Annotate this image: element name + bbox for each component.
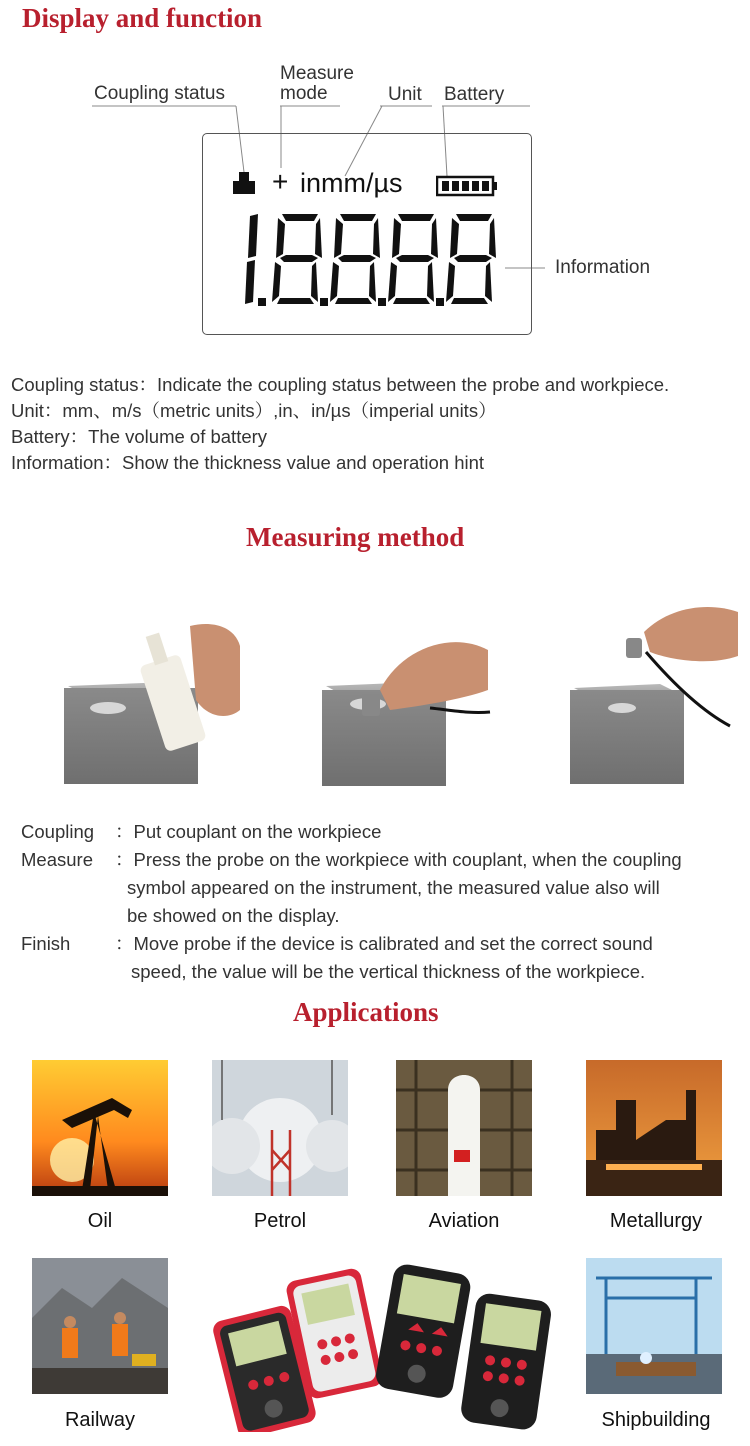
step-label-coupling: Coupling	[21, 821, 95, 842]
app-caption-petrol: Petrol	[253, 1210, 307, 1232]
probe-press-icon	[300, 610, 500, 810]
railway-workers-photo	[32, 1258, 168, 1394]
thickness-gauge-devices-photo	[212, 1262, 552, 1432]
step-line: ：Put couplant on the workpiece	[115, 821, 382, 842]
desc-unit: Unit：mm、m/s（metric units）,in、in/µs（imperial units）	[11, 400, 497, 421]
step-text-coupling	[115, 818, 381, 846]
app-caption-railway: Railway	[64, 1409, 136, 1431]
display-function-title: Display and function	[22, 3, 263, 33]
measure-mode-plus: +	[272, 166, 289, 197]
desc-battery: Battery：The volume of battery	[11, 426, 268, 447]
petrol-tanks-photo	[212, 1060, 348, 1196]
step-line: symbol appeared on the instrument, the measured value also will	[127, 877, 660, 898]
label-information: Information	[555, 257, 651, 278]
applications-title: Applications	[293, 997, 439, 1027]
label-battery: Battery	[444, 84, 505, 105]
step-line: ：Move probe if the device is calibrated and set the correct sound	[115, 933, 653, 954]
app-caption-shipbuilding: Shipbuilding	[601, 1409, 711, 1431]
probe-lift-icon	[560, 600, 738, 800]
step-line: speed, the value will be the vertical thickness of the workpiece.	[131, 961, 646, 982]
step-text-finish	[115, 930, 653, 986]
step-label-finish: Finish	[21, 933, 71, 954]
step-line: ：Press the probe on the workpiece with couplant, when the coupling	[115, 849, 682, 870]
shipbuilding-crane-photo	[586, 1258, 722, 1394]
desc-coupling-status: Coupling status：Indicate the coupling status between the probe and workpiece.	[11, 374, 670, 395]
step-label-measure: Measure	[21, 849, 93, 870]
measuring-method-title: Measuring method	[246, 522, 465, 552]
label-coupling-status: Coupling status	[94, 83, 225, 104]
label-measure: Measure	[280, 63, 354, 84]
aviation-rocket-photo	[396, 1060, 532, 1196]
coupling-symbol-icon	[233, 172, 255, 194]
desc-information: Information：Show the thickness value and operation hint	[11, 452, 485, 473]
metallurgy-plant-photo	[586, 1060, 722, 1196]
lcd-unit-text: inmm/µs	[300, 168, 403, 198]
battery-icon	[436, 175, 498, 197]
app-caption-aviation: Aviation	[428, 1210, 500, 1232]
label-unit: Unit	[388, 84, 422, 105]
lcd-reading-digits	[232, 212, 502, 308]
step-line: be showed on the display.	[127, 905, 340, 926]
step-text-measure	[115, 846, 682, 930]
app-caption-metallurgy: Metallurgy	[609, 1210, 703, 1232]
oil-pumpjack-photo	[32, 1060, 168, 1196]
couplant-bottle-icon	[40, 600, 260, 810]
app-caption-oil: Oil	[87, 1210, 113, 1232]
label-mode: mode	[280, 83, 328, 104]
